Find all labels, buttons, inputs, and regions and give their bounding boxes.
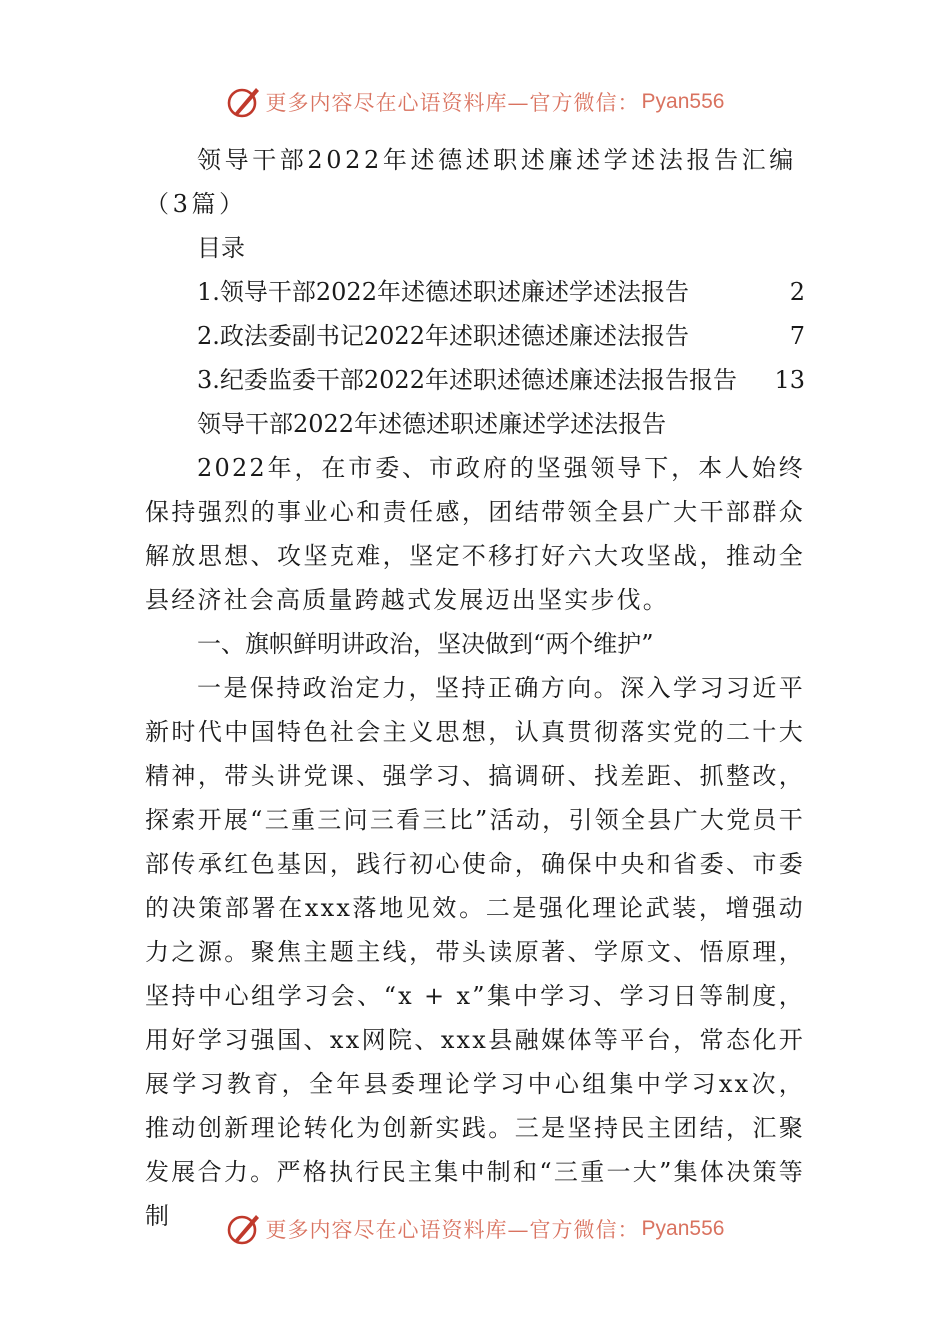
quill-pen-logo-icon (226, 1211, 262, 1247)
toc-item-page: 7 (789, 322, 805, 350)
toc-item-label: 3.纪委监委干部2022年述职述德述廉述法报告报告 (197, 366, 737, 394)
toc-item-page: 13 (774, 366, 805, 394)
toc-item-label: 2.政法委副书记2022年述职述德述廉述法报告 (197, 322, 689, 350)
toc-item[interactable] (145, 270, 805, 314)
watermark-text: 更多内容尽在心语资料库—官方微信： (265, 91, 640, 115)
toc-heading: 目录 (197, 234, 245, 262)
document-title: 领导干部2022年述德述职述廉述学述法报告汇编（3篇） (145, 146, 797, 218)
toc-item-label: 1.领导干部2022年述德述职述廉述学述法报告 (197, 278, 689, 306)
watermark-banner-top (0, 80, 950, 124)
watermark-text: 更多内容尽在心语资料库—官方微信： (265, 1218, 640, 1242)
watermark-banner-bottom (0, 1207, 950, 1251)
intro-paragraph: 2022年，在市委、市政府的坚强领导下，本人始终保持强烈的事业心和责任感，团结带领全县广大干部群众解放思想、攻坚克难，坚定不移打好六大攻坚战，推动全县经济社会高质量跨越式发展迈出坚实步伐。 (145, 454, 805, 614)
toc-item[interactable] (145, 314, 805, 358)
section-title: 领导干部2022年述德述职述廉述学述法报告 (197, 410, 667, 438)
watermark-wechat-id: Pyan556 (641, 90, 725, 113)
body-paragraph: 一是保持政治定力，坚持正确方向。深入学习习近平新时代中国特色社会主义思想，认真贯彻落实党的二十大精神，带头讲党课、强学习、搞调研、找差距、抓整改，探索开展“三重三问三看三比”活动，引领全县广大党员干部传承红色基因，践行初心使命，确保中央和省委、市委的决策部署在xxx落地见效。二是强化理论武装，增强动力之源。聚焦主题主线，带头读原著、学原文、悟原理，坚持中心组学习会、“x + x”集中学习、学习日等制度，用好学习强国、xx网院、xxx县融媒体等平台，常态化开展学习教育，全年县委理论学习中心组集中学习xx次，推动创新理论转化为创新实践。三是坚持民主团结，汇聚发展合力。严格执行民主集中制和“三重一大”集体决策等制 (145, 674, 805, 1230)
toc-item-page: 2 (789, 278, 805, 306)
watermark-wechat-id: Pyan556 (641, 1217, 725, 1240)
toc-item[interactable] (145, 358, 805, 402)
quill-pen-logo-icon (226, 84, 262, 120)
section-heading: 一、旗帜鲜明讲政治，坚决做到“两个维护” (197, 630, 654, 658)
